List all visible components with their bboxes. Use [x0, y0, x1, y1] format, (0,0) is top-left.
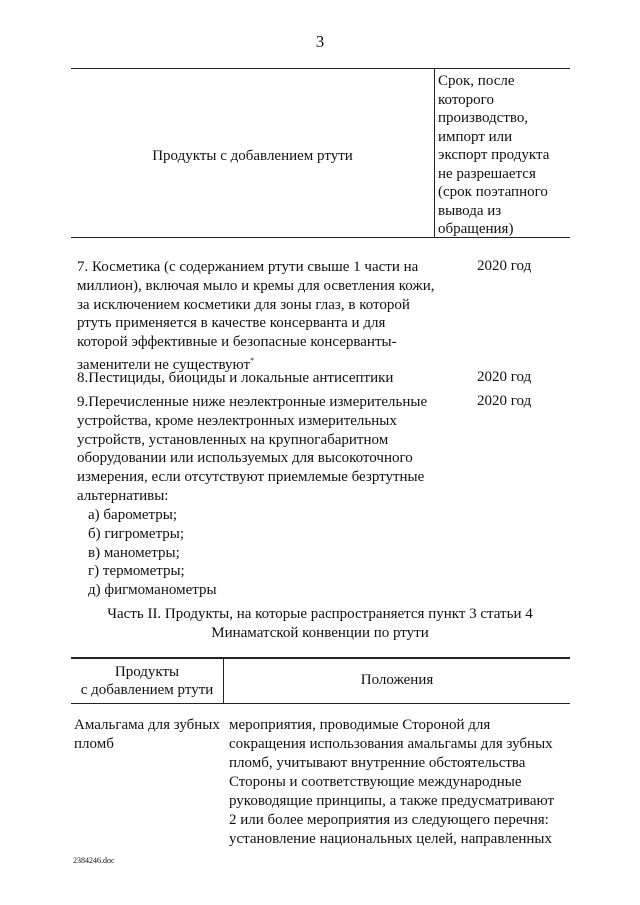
list-item: д) фигмоманометры: [88, 582, 217, 599]
deadline-line: вывода из: [438, 202, 502, 219]
deadline-line: импорт или: [438, 128, 513, 145]
footnote-mark: *: [250, 355, 255, 365]
row-line: которой эффективные и безопасные консерванты-: [77, 334, 397, 351]
footer-doc-id: 2384246.doc: [73, 856, 115, 865]
deadline-line: экспорт продукта: [438, 147, 550, 163]
list-item: а) барометры;: [88, 507, 178, 523]
table1-header-divider: [434, 69, 435, 237]
part2-title-line: Минаматской конвенции по ртути: [211, 625, 429, 641]
deadline-line: обращения): [438, 221, 514, 237]
provision-line: пломб, учитывают внутренние обстоятельства: [229, 755, 526, 771]
row-line: измерения, если отсутствуют приемлемые безртутные: [77, 469, 425, 486]
table1-header-products: Продукты с добавлением ртути: [152, 148, 353, 164]
table2-header: [71, 657, 570, 704]
page-number: 3: [315, 32, 325, 51]
list-item: в) манометры;: [88, 544, 180, 561]
row-line: оборудовании или используемых для высокоточного: [77, 450, 413, 467]
part2-title-line: Часть II. Продукты, на которые распространяется пункт 3 статьи 4: [107, 606, 533, 622]
deadline-line: (срок поэтапного: [438, 184, 548, 200]
deadline-line: не разрешается: [438, 165, 536, 182]
row-line: альтернативы:: [77, 487, 169, 504]
table2-header-provisions: Положения: [360, 672, 434, 688]
table1-row-7-year: 2020 год: [477, 258, 532, 274]
table1-row-7: [77, 258, 435, 375]
deadline-line: Срок, после: [438, 73, 515, 89]
table1-row-8-year: 2020 год: [477, 369, 532, 385]
deadline-line: производство,: [438, 110, 529, 126]
table1-header-deadline: [438, 72, 568, 239]
table1-row-9-year: 2020 год: [477, 393, 532, 409]
row-line-text: заменители не существуют: [77, 356, 251, 373]
table2-row-provisions: [229, 716, 554, 849]
row-line: 8.Пестициды, биоциды и локальные антисептики: [77, 370, 394, 386]
provision-line: 2 или более мероприятия из следующего перечня:: [229, 812, 549, 828]
deadline-line: которого: [438, 91, 494, 108]
list-item: г) термометры;: [88, 563, 185, 580]
table1-header: [71, 68, 570, 238]
row-line: 9.Перечисленные ниже неэлектронные измерительные: [77, 394, 428, 410]
product-line: Амальгама для зубных: [74, 717, 220, 733]
row-line: устройств, установленных на крупногабаритном: [77, 431, 389, 448]
table2-row-product: [74, 716, 220, 754]
table1-row-8: [77, 369, 417, 388]
row-line: за исключением косметики для зоны глаз, в которой: [77, 296, 410, 313]
table1-row-9: [77, 393, 428, 506]
provision-line: Стороны и соответствующие международные: [229, 774, 522, 790]
provision-line: установление национальных целей, направленных: [229, 831, 552, 847]
provision-line: мероприятия, проводимые Стороной для: [229, 717, 491, 733]
provision-line: сокращения использования амальгамы для зубных: [229, 736, 553, 752]
row-line: устройства, кроме неэлектронных измерительных: [77, 412, 397, 429]
table2-header-products: [71, 663, 223, 699]
row-line: 7. Косметика (с содержанием ртути свыше 1 части на: [77, 259, 419, 275]
row-line: миллион), включая мыло и кремы для осветления кожи,: [77, 277, 435, 294]
product-line: пломб: [74, 736, 114, 752]
provision-line: руководящие принципы, а также предусматривают: [229, 793, 555, 809]
header-line: Продукты: [114, 664, 180, 680]
header-line: с добавлением ртути: [80, 682, 214, 698]
list-item: б) гигрометры;: [88, 525, 185, 542]
row-9-sublist: [88, 506, 217, 600]
row-line: ртуть применяется в качестве консерванта и для: [77, 315, 386, 332]
part2-title: [0, 605, 640, 643]
